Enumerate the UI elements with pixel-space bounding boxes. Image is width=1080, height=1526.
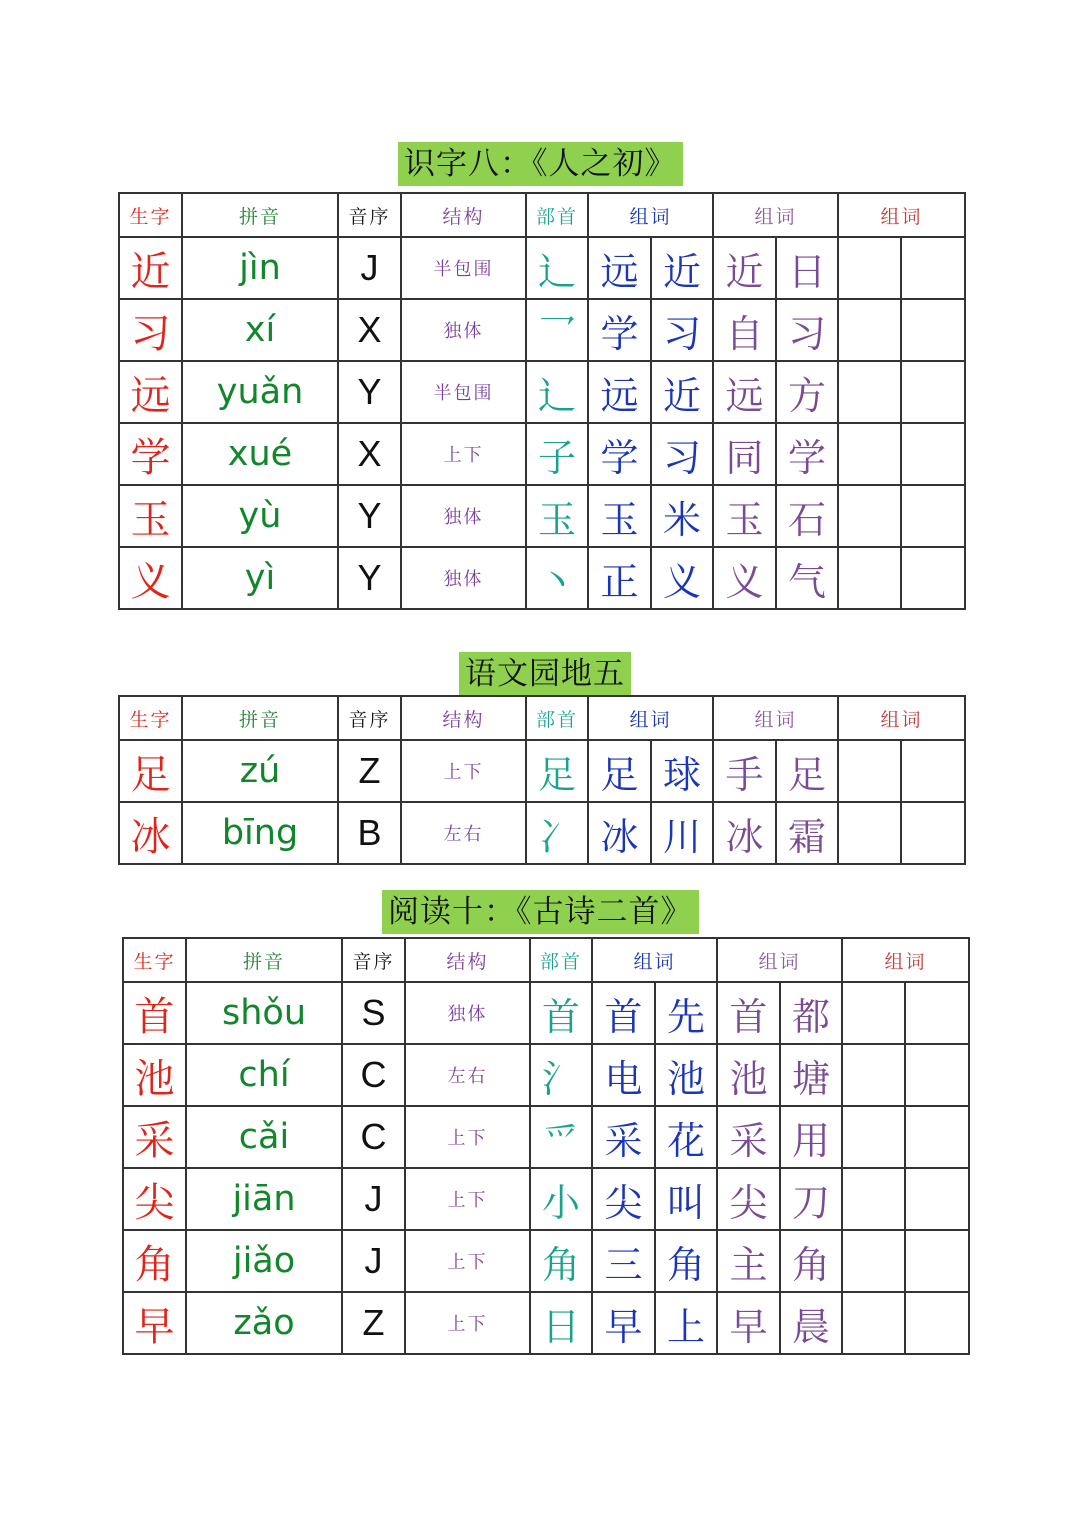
table-row xyxy=(119,485,965,547)
char-cell: 冰 xyxy=(119,802,182,864)
order-cell: X xyxy=(338,423,401,485)
word-cell: 早 xyxy=(717,1292,780,1354)
header-char: 生字 xyxy=(119,193,182,237)
word-cell: 习 xyxy=(651,299,713,361)
radical-cell: 角 xyxy=(530,1230,592,1292)
pinyin-cell: jiān xyxy=(186,1168,342,1230)
structure-cell: 上下 xyxy=(405,1106,530,1168)
blank-cell xyxy=(838,237,901,299)
blank-cell xyxy=(842,1292,905,1354)
pinyin-cell: xué xyxy=(182,423,338,485)
word-cell: 近 xyxy=(651,361,713,423)
pinyin-cell: jìn xyxy=(182,237,338,299)
structure-cell: 上下 xyxy=(401,423,526,485)
table-row xyxy=(123,982,969,1044)
radical-cell: 冫 xyxy=(526,802,588,864)
word-cell: 义 xyxy=(651,547,713,609)
word-cell: 池 xyxy=(717,1044,780,1106)
word-cell: 习 xyxy=(776,299,838,361)
header-pinyin: 拼音 xyxy=(182,696,338,740)
header-radical: 部首 xyxy=(526,696,588,740)
radical-cell: 小 xyxy=(530,1168,592,1230)
blank-cell xyxy=(842,982,905,1044)
structure-cell: 左右 xyxy=(401,802,526,864)
blank-cell xyxy=(842,1106,905,1168)
char-cell: 学 xyxy=(119,423,182,485)
word-cell: 角 xyxy=(780,1230,842,1292)
structure-cell: 上下 xyxy=(405,1230,530,1292)
radical-cell: 辶 xyxy=(526,237,588,299)
word-cell: 远 xyxy=(713,361,776,423)
word-cell: 足 xyxy=(776,740,838,802)
header-row xyxy=(123,938,969,982)
char-table xyxy=(118,695,966,865)
blank-cell xyxy=(901,237,965,299)
word-cell: 球 xyxy=(651,740,713,802)
order-cell: Y xyxy=(338,547,401,609)
radical-cell: 日 xyxy=(530,1292,592,1354)
table-row xyxy=(123,1044,969,1106)
word-cell: 塘 xyxy=(780,1044,842,1106)
pinyin-cell: shǒu xyxy=(186,982,342,1044)
word-cell: 日 xyxy=(776,237,838,299)
word-cell: 叫 xyxy=(655,1168,717,1230)
blank-cell xyxy=(905,1168,969,1230)
word-cell: 近 xyxy=(713,237,776,299)
char-cell: 习 xyxy=(119,299,182,361)
blank-cell xyxy=(838,485,901,547)
word-cell: 学 xyxy=(776,423,838,485)
word-cell: 远 xyxy=(588,361,651,423)
word-cell: 池 xyxy=(655,1044,717,1106)
blank-cell xyxy=(838,802,901,864)
radical-cell: 爫 xyxy=(530,1106,592,1168)
word-cell: 角 xyxy=(655,1230,717,1292)
header-words-2: 组词 xyxy=(713,696,838,740)
word-cell: 都 xyxy=(780,982,842,1044)
char-cell: 池 xyxy=(123,1044,186,1106)
table-row xyxy=(123,1230,969,1292)
table-row xyxy=(119,802,965,864)
header-row xyxy=(119,193,965,237)
header-pinyin: 拼音 xyxy=(186,938,342,982)
section-title: 语文园地五 xyxy=(459,652,631,696)
word-cell: 石 xyxy=(776,485,838,547)
word-cell: 手 xyxy=(713,740,776,802)
word-cell: 刀 xyxy=(780,1168,842,1230)
word-cell: 近 xyxy=(651,237,713,299)
header-order: 音序 xyxy=(342,938,405,982)
word-cell: 学 xyxy=(588,299,651,361)
order-cell: C xyxy=(342,1106,405,1168)
table-row xyxy=(119,299,965,361)
word-cell: 主 xyxy=(717,1230,780,1292)
header-order: 音序 xyxy=(338,696,401,740)
blank-cell xyxy=(838,299,901,361)
char-cell: 角 xyxy=(123,1230,186,1292)
table-row xyxy=(119,423,965,485)
word-cell: 玉 xyxy=(713,485,776,547)
order-cell: X xyxy=(338,299,401,361)
pinyin-cell: zǎo xyxy=(186,1292,342,1354)
structure-cell: 上下 xyxy=(405,1168,530,1230)
table-row xyxy=(123,1292,969,1354)
word-cell: 首 xyxy=(592,982,655,1044)
word-cell: 用 xyxy=(780,1106,842,1168)
order-cell: J xyxy=(342,1168,405,1230)
word-cell: 三 xyxy=(592,1230,655,1292)
word-cell: 先 xyxy=(655,982,717,1044)
order-cell: B xyxy=(338,802,401,864)
radical-cell: 丶 xyxy=(526,547,588,609)
radical-cell: 乛 xyxy=(526,299,588,361)
blank-cell xyxy=(901,361,965,423)
radical-cell: 辶 xyxy=(526,361,588,423)
blank-cell xyxy=(838,423,901,485)
word-cell: 上 xyxy=(655,1292,717,1354)
blank-cell xyxy=(901,802,965,864)
pinyin-cell: xí xyxy=(182,299,338,361)
char-cell: 早 xyxy=(123,1292,186,1354)
structure-cell: 独体 xyxy=(401,547,526,609)
pinyin-cell: yù xyxy=(182,485,338,547)
pinyin-cell: yì xyxy=(182,547,338,609)
word-cell: 义 xyxy=(713,547,776,609)
header-words-2: 组词 xyxy=(717,938,842,982)
word-cell: 尖 xyxy=(592,1168,655,1230)
word-cell: 方 xyxy=(776,361,838,423)
structure-cell: 半包围 xyxy=(401,237,526,299)
order-cell: Z xyxy=(342,1292,405,1354)
header-words-3: 组词 xyxy=(838,193,965,237)
order-cell: J xyxy=(338,237,401,299)
header-pinyin: 拼音 xyxy=(182,193,338,237)
char-cell: 尖 xyxy=(123,1168,186,1230)
header-words-1: 组词 xyxy=(592,938,717,982)
word-cell: 同 xyxy=(713,423,776,485)
structure-cell: 独体 xyxy=(401,485,526,547)
blank-cell xyxy=(901,485,965,547)
pinyin-cell: cǎi xyxy=(186,1106,342,1168)
order-cell: C xyxy=(342,1044,405,1106)
blank-cell xyxy=(838,361,901,423)
order-cell: Y xyxy=(338,485,401,547)
word-cell: 气 xyxy=(776,547,838,609)
header-structure: 结构 xyxy=(401,696,526,740)
blank-cell xyxy=(838,547,901,609)
word-cell: 霜 xyxy=(776,802,838,864)
word-cell: 自 xyxy=(713,299,776,361)
word-cell: 尖 xyxy=(717,1168,780,1230)
radical-cell: 子 xyxy=(526,423,588,485)
header-order: 音序 xyxy=(338,193,401,237)
blank-cell xyxy=(901,740,965,802)
header-row xyxy=(119,696,965,740)
pinyin-cell: jiǎo xyxy=(186,1230,342,1292)
header-char: 生字 xyxy=(123,938,186,982)
header-words-3: 组词 xyxy=(838,696,965,740)
word-cell: 川 xyxy=(651,802,713,864)
header-radical: 部首 xyxy=(530,938,592,982)
word-cell: 花 xyxy=(655,1106,717,1168)
blank-cell xyxy=(901,423,965,485)
word-cell: 电 xyxy=(592,1044,655,1106)
blank-cell xyxy=(842,1230,905,1292)
word-cell: 晨 xyxy=(780,1292,842,1354)
header-structure: 结构 xyxy=(401,193,526,237)
blank-cell xyxy=(842,1168,905,1230)
radical-cell: 足 xyxy=(526,740,588,802)
order-cell: Z xyxy=(338,740,401,802)
blank-cell xyxy=(905,982,969,1044)
word-cell: 首 xyxy=(717,982,780,1044)
word-cell: 冰 xyxy=(713,802,776,864)
table-row xyxy=(123,1106,969,1168)
char-cell: 义 xyxy=(119,547,182,609)
structure-cell: 左右 xyxy=(405,1044,530,1106)
pinyin-cell: bīng xyxy=(182,802,338,864)
header-words-2: 组词 xyxy=(713,193,838,237)
pinyin-cell: yuǎn xyxy=(182,361,338,423)
header-words-1: 组词 xyxy=(588,696,713,740)
blank-cell xyxy=(905,1230,969,1292)
structure-cell: 半包围 xyxy=(401,361,526,423)
word-cell: 米 xyxy=(651,485,713,547)
structure-cell: 独体 xyxy=(405,982,530,1044)
blank-cell xyxy=(838,740,901,802)
word-cell: 正 xyxy=(588,547,651,609)
char-table xyxy=(118,192,966,610)
structure-cell: 上下 xyxy=(405,1292,530,1354)
table-row xyxy=(119,547,965,609)
table-row xyxy=(119,740,965,802)
order-cell: J xyxy=(342,1230,405,1292)
blank-cell xyxy=(842,1044,905,1106)
pinyin-cell: zú xyxy=(182,740,338,802)
char-cell: 近 xyxy=(119,237,182,299)
char-cell: 足 xyxy=(119,740,182,802)
word-cell: 早 xyxy=(592,1292,655,1354)
blank-cell xyxy=(905,1292,969,1354)
word-cell: 冰 xyxy=(588,802,651,864)
word-cell: 玉 xyxy=(588,485,651,547)
char-cell: 远 xyxy=(119,361,182,423)
word-cell: 足 xyxy=(588,740,651,802)
order-cell: Y xyxy=(338,361,401,423)
header-words-3: 组词 xyxy=(842,938,969,982)
char-table xyxy=(122,937,970,1355)
order-cell: S xyxy=(342,982,405,1044)
radical-cell: 玉 xyxy=(526,485,588,547)
structure-cell: 上下 xyxy=(401,740,526,802)
blank-cell xyxy=(901,299,965,361)
word-cell: 学 xyxy=(588,423,651,485)
radical-cell: 氵 xyxy=(530,1044,592,1106)
pinyin-cell: chí xyxy=(186,1044,342,1106)
word-cell: 远 xyxy=(588,237,651,299)
table-row xyxy=(123,1168,969,1230)
radical-cell: 首 xyxy=(530,982,592,1044)
header-words-1: 组词 xyxy=(588,193,713,237)
header-radical: 部首 xyxy=(526,193,588,237)
char-cell: 首 xyxy=(123,982,186,1044)
header-char: 生字 xyxy=(119,696,182,740)
section-title: 识字八：《人之初》 xyxy=(398,142,683,186)
table-row xyxy=(119,361,965,423)
table-row xyxy=(119,237,965,299)
word-cell: 采 xyxy=(717,1106,780,1168)
header-structure: 结构 xyxy=(405,938,530,982)
blank-cell xyxy=(905,1106,969,1168)
word-cell: 采 xyxy=(592,1106,655,1168)
word-cell: 习 xyxy=(651,423,713,485)
section-title: 阅读十：《古诗二首》 xyxy=(382,890,699,934)
blank-cell xyxy=(905,1044,969,1106)
structure-cell: 独体 xyxy=(401,299,526,361)
char-cell: 玉 xyxy=(119,485,182,547)
blank-cell xyxy=(901,547,965,609)
char-cell: 采 xyxy=(123,1106,186,1168)
